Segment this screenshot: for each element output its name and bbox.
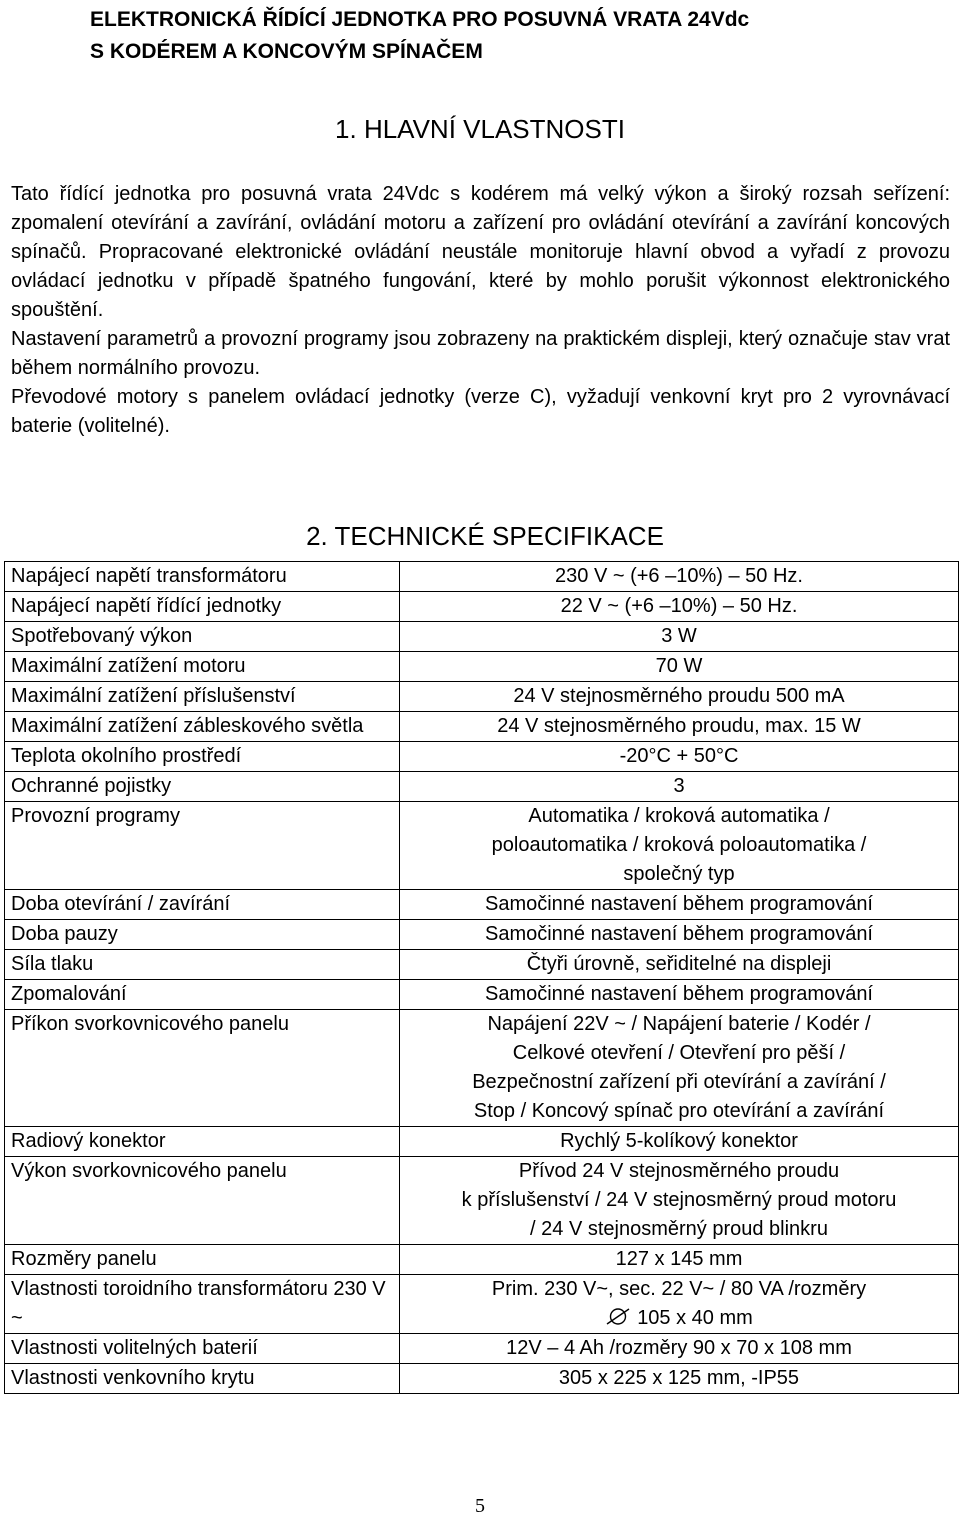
table-row bbox=[5, 1275, 959, 1334]
spec-value bbox=[400, 1245, 959, 1275]
table-row bbox=[5, 950, 959, 980]
intro-paragraph: Tato řídící jednotka pro posuvná vrata 24Vdc s kodérem má velký výkon a široký rozsah seřízení: zpomalení otevírání a zavírání, ovládání motoru a zařízení pro ovládání otevírání a zavírání koncových spínačů. Propracované elektronické ovládání neustále monitoruje hlavní obvod a vyřadí z provozu ovládací jednotku v případě špatného fungování, které by mohlo porušit výkonnost elektronického spouštění. bbox=[11, 183, 950, 321]
spec-value-line: 12V – 4 Ah /rozměry 90 x 70 x 108 mm bbox=[506, 1337, 852, 1359]
spec-label: Vlastnosti volitelných baterií bbox=[5, 1334, 400, 1364]
section-heading-main-features: 1. HLAVNÍ VLASTNOSTI bbox=[335, 114, 625, 144]
spec-label: Maximální zatížení zábleskového světla bbox=[5, 712, 400, 742]
spec-value bbox=[400, 562, 959, 592]
page-number: 5 bbox=[475, 1495, 485, 1517]
spec-value bbox=[400, 742, 959, 772]
spec-value-line: Samočinné nastavení během programování bbox=[484, 893, 873, 915]
spec-label: Teplota okolního prostředí bbox=[5, 742, 400, 772]
table-row bbox=[5, 1010, 959, 1127]
spec-value-line: Celkové otevření / Otevření pro pěší / bbox=[512, 1042, 846, 1064]
spec-label: Napájecí napětí transformátoru bbox=[5, 562, 400, 592]
spec-value-line: Automatika / kroková automatika / bbox=[528, 805, 830, 827]
spec-value-line: Napájení 22V ~ / Napájení baterie / Kodér / bbox=[487, 1013, 871, 1035]
spec-label: Maximální zatížení příslušenství bbox=[5, 682, 400, 712]
spec-value-line: 230 V ~ (+6 –10%) – 50 Hz. bbox=[555, 565, 803, 587]
spec-value bbox=[400, 1275, 959, 1334]
table-row bbox=[5, 1334, 959, 1364]
spec-value-line bbox=[406, 1304, 952, 1333]
spec-label: Výkon svorkovnicového panelu bbox=[5, 1157, 400, 1245]
spec-label: Zpomalování bbox=[5, 980, 400, 1010]
spec-value-line: / 24 V stejnosměrný proud blinkru bbox=[530, 1218, 828, 1240]
spec-value-line: Čtyři úrovně, seřiditelné na displeji bbox=[526, 953, 832, 975]
spec-value bbox=[400, 1334, 959, 1364]
document-title-line-2: S KODÉREM A KONCOVÝM SPÍNAČEM bbox=[90, 40, 483, 63]
spec-value-line: 3 bbox=[673, 775, 685, 797]
table-row bbox=[5, 682, 959, 712]
intro-text bbox=[11, 180, 950, 441]
spec-value-line: 127 x 145 mm bbox=[615, 1248, 743, 1270]
spec-label: Provozní programy bbox=[5, 802, 400, 890]
table-row bbox=[5, 1245, 959, 1275]
table-row bbox=[5, 890, 959, 920]
spec-value-line: Rychlý 5-kolíkový konektor bbox=[560, 1130, 798, 1152]
table-row bbox=[5, 772, 959, 802]
spec-label: Doba pauzy bbox=[5, 920, 400, 950]
specifications-table bbox=[4, 561, 959, 1394]
spec-value-line: Prim. 230 V~, sec. 22 V~ / 80 VA /rozměry bbox=[491, 1278, 867, 1300]
spec-label: Vlastnosti venkovního krytu bbox=[5, 1364, 400, 1394]
spec-value-line: poloautomatika / kroková poloautomatika / bbox=[491, 834, 867, 856]
spec-value bbox=[400, 592, 959, 622]
table-row bbox=[5, 652, 959, 682]
table-row bbox=[5, 1364, 959, 1394]
spec-value bbox=[400, 712, 959, 742]
spec-label: Napájecí napětí řídící jednotky bbox=[5, 592, 400, 622]
table-row bbox=[5, 920, 959, 950]
spec-value-line: Bezpečnostní zařízení při otevírání a zavírání / bbox=[472, 1071, 886, 1093]
diameter-icon bbox=[605, 1308, 631, 1325]
spec-value-line: -20°C + 50°C bbox=[619, 745, 739, 767]
spec-label: Vlastnosti toroidního transformátoru 230 V ~ bbox=[5, 1275, 400, 1334]
spec-value-line: Stop / Koncový spínač pro otevírání a zavírání bbox=[473, 1100, 885, 1122]
spec-label: Maximální zatížení motoru bbox=[5, 652, 400, 682]
table-row bbox=[5, 802, 959, 890]
spec-value-line: 24 V stejnosměrného proudu, max. 15 W bbox=[497, 715, 861, 737]
spec-value bbox=[400, 772, 959, 802]
spec-value bbox=[400, 622, 959, 652]
spec-value-line: Přívod 24 V stejnosměrného proudu bbox=[518, 1160, 840, 1182]
spec-value-line: 70 W bbox=[655, 655, 703, 677]
table-row bbox=[5, 1157, 959, 1245]
table-row bbox=[5, 592, 959, 622]
spec-value-line: společný typ bbox=[623, 863, 735, 885]
spec-value-line: 22 V ~ (+6 –10%) – 50 Hz. bbox=[560, 595, 798, 617]
table-row bbox=[5, 980, 959, 1010]
table-row bbox=[5, 712, 959, 742]
table-row bbox=[5, 742, 959, 772]
table-row bbox=[5, 622, 959, 652]
spec-value bbox=[400, 1364, 959, 1394]
spec-label: Spotřebovaný výkon bbox=[5, 622, 400, 652]
table-row bbox=[5, 1127, 959, 1157]
spec-value bbox=[400, 1127, 959, 1157]
spec-value-line: Samočinné nastavení během programování bbox=[484, 923, 873, 945]
spec-label: Ochranné pojistky bbox=[5, 772, 400, 802]
spec-label: Doba otevírání / zavírání bbox=[5, 890, 400, 920]
spec-value-line: 3 W bbox=[661, 625, 697, 647]
spec-value bbox=[400, 980, 959, 1010]
section-heading-technical-specs: 2. TECHNICKÉ SPECIFIKACE bbox=[306, 521, 664, 551]
spec-value-text: 105 x 40 mm bbox=[637, 1307, 753, 1329]
intro-paragraph: Převodové motory s panelem ovládací jednotky (verze C), vyžadují venkovní kryt pro 2 vyrovnávací baterie (volitelné). bbox=[11, 386, 950, 437]
spec-value bbox=[400, 1157, 959, 1245]
spec-value bbox=[400, 802, 959, 890]
document-title bbox=[90, 4, 950, 68]
spec-label: Radiový konektor bbox=[5, 1127, 400, 1157]
spec-value bbox=[400, 920, 959, 950]
spec-value-line: 305 x 225 x 125 mm, -IP55 bbox=[558, 1367, 800, 1389]
spec-value bbox=[400, 682, 959, 712]
spec-value-line: 24 V stejnosměrného proudu 500 mA bbox=[513, 685, 845, 707]
spec-value-line: Samočinné nastavení během programování bbox=[484, 983, 873, 1005]
spec-label: Příkon svorkovnicového panelu bbox=[5, 1010, 400, 1127]
spec-value bbox=[400, 950, 959, 980]
spec-label: Rozměry panelu bbox=[5, 1245, 400, 1275]
spec-value bbox=[400, 1010, 959, 1127]
intro-paragraph: Nastavení parametrů a provozní programy jsou zobrazeny na praktickém displeji, který označuje stav vrat během normálního provozu. bbox=[11, 328, 950, 379]
spec-value-line: k příslušenství / 24 V stejnosměrný proud motoru bbox=[461, 1189, 897, 1211]
spec-value bbox=[400, 890, 959, 920]
spec-value bbox=[400, 652, 959, 682]
spec-label: Síla tlaku bbox=[5, 950, 400, 980]
table-row bbox=[5, 562, 959, 592]
document-title-line-1: ELEKTRONICKÁ ŘÍDÍCÍ JEDNOTKA PRO POSUVNÁ VRATA 24Vdc bbox=[90, 8, 750, 31]
